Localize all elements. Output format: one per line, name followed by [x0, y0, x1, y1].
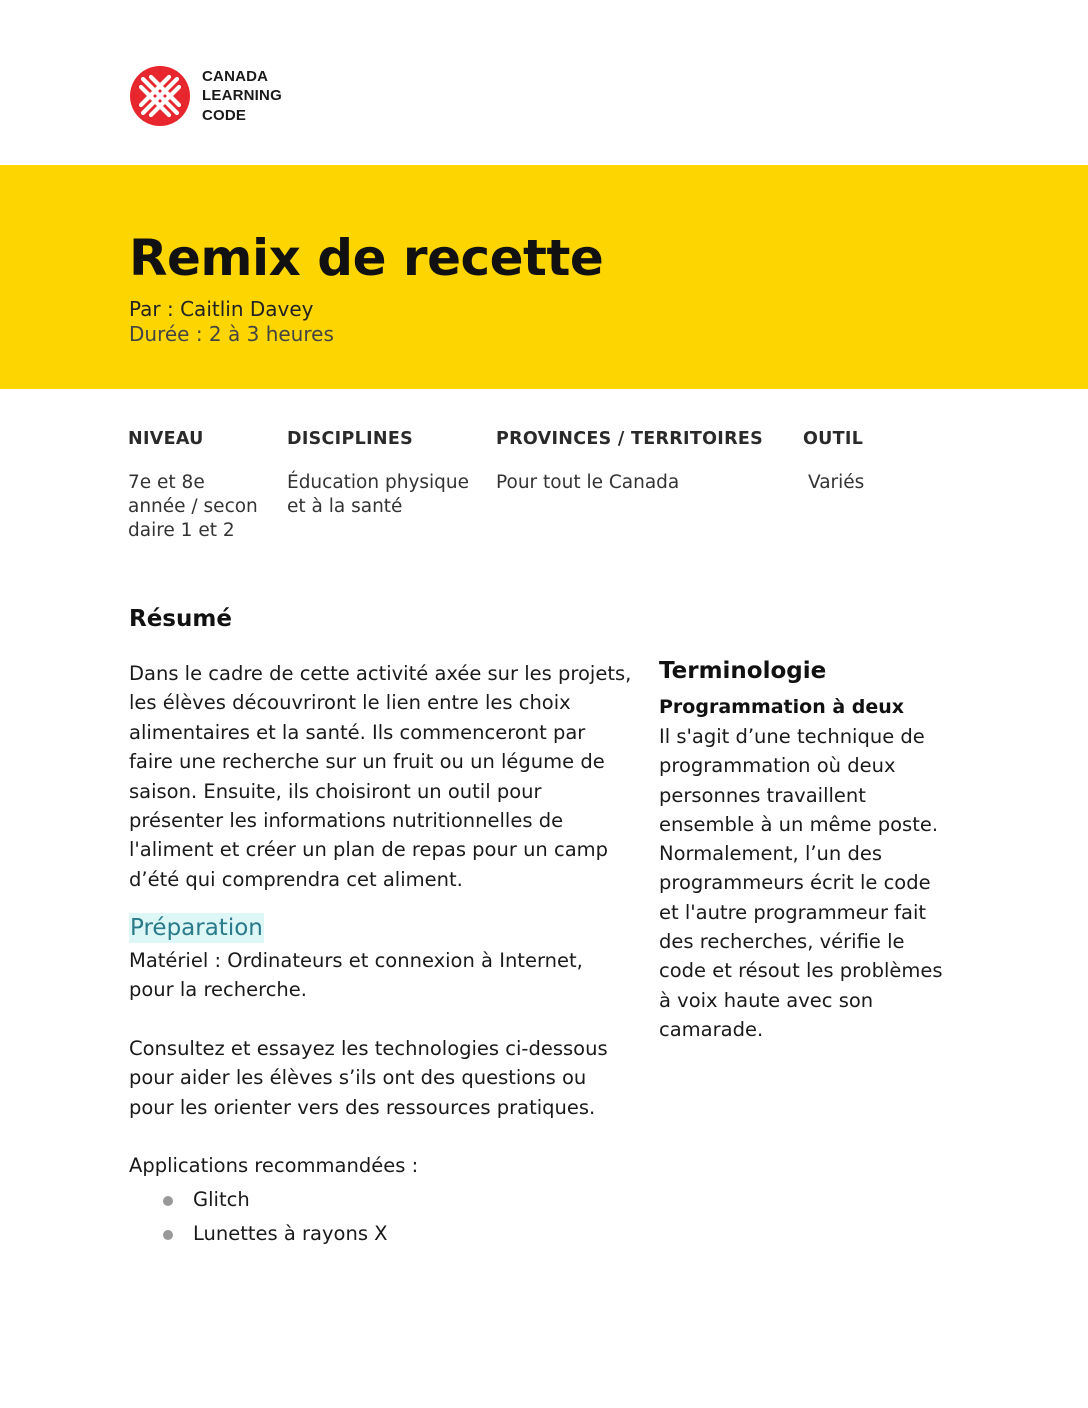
- logo-line-2: LEARNING: [202, 87, 282, 105]
- term-definition: Il s'agit d’une technique de programmation où deux personnes travaillent ensemble à un même poste. Normalement, l’un des programmeurs écrit le code et l'autre programmeur fait des recherches, vérifie le code et résout les problèmes à voix haute avec son camarade.: [659, 725, 943, 1041]
- consultez-text: Consultez et essayez les technologies ci-dessous pour aider les élèves s’ils ont des questions ou pour les orienter vers des ressources pratiques.: [129, 1037, 608, 1119]
- apps-label: Applications recommandées :: [129, 1154, 419, 1177]
- resume-heading: Résumé: [129, 606, 232, 632]
- niveau-heading: NIVEAU: [128, 429, 204, 449]
- logo-wordmark: [202, 67, 282, 126]
- author: Par : Caitlin Davey: [129, 297, 314, 321]
- duration: Durée : 2 à 3 heures: [129, 322, 334, 346]
- outil-value: Variés: [808, 472, 865, 493]
- niveau-value: 7e et 8e année / secon daire 1 et 2: [128, 472, 258, 541]
- app-name: Lunettes à rayons X: [193, 1222, 388, 1245]
- provinces-heading: PROVINCES / TERRITOIRES: [496, 429, 763, 449]
- resume-text: Dans le cadre de cette activité axée sur les projets, les élèves découvriront le lien entre les choix alimentaires et la santé. Ils commenceront par faire une recherche sur un fruit ou un légume de saison. Ensuite, ils choisiront un outil pour présenter les informations nutritionnelles de l'aliment et créer un plan de repas pour un camp d’été qui comprendra cet aliment.: [129, 662, 632, 891]
- materiel-text: Matériel : Ordinateurs et connexion à Internet, pour la recherche.: [129, 949, 583, 1002]
- disciplines-value: Éducation physique et à la santé: [287, 472, 470, 517]
- bullet-icon: [163, 1230, 173, 1240]
- logo: [130, 66, 282, 126]
- list-item: [129, 1183, 388, 1217]
- canada-learning-code-logo-icon: [130, 66, 190, 126]
- logo-line-1: CANADA: [202, 67, 269, 85]
- logo-line-3: CODE: [202, 106, 247, 124]
- terminologie-heading: Terminologie: [659, 658, 827, 684]
- page-title: Remix de recette: [129, 229, 604, 287]
- list-item: [129, 1217, 388, 1251]
- disciplines-heading: DISCIPLINES: [287, 429, 413, 449]
- term-title: Programmation à deux: [659, 696, 905, 718]
- preparation-heading: Préparation: [130, 915, 263, 941]
- outil-heading: OUTIL: [803, 429, 864, 449]
- app-name: Glitch: [193, 1188, 250, 1211]
- apps-list: [129, 1183, 388, 1251]
- provinces-value: Pour tout le Canada: [496, 472, 680, 493]
- bullet-icon: [163, 1196, 173, 1206]
